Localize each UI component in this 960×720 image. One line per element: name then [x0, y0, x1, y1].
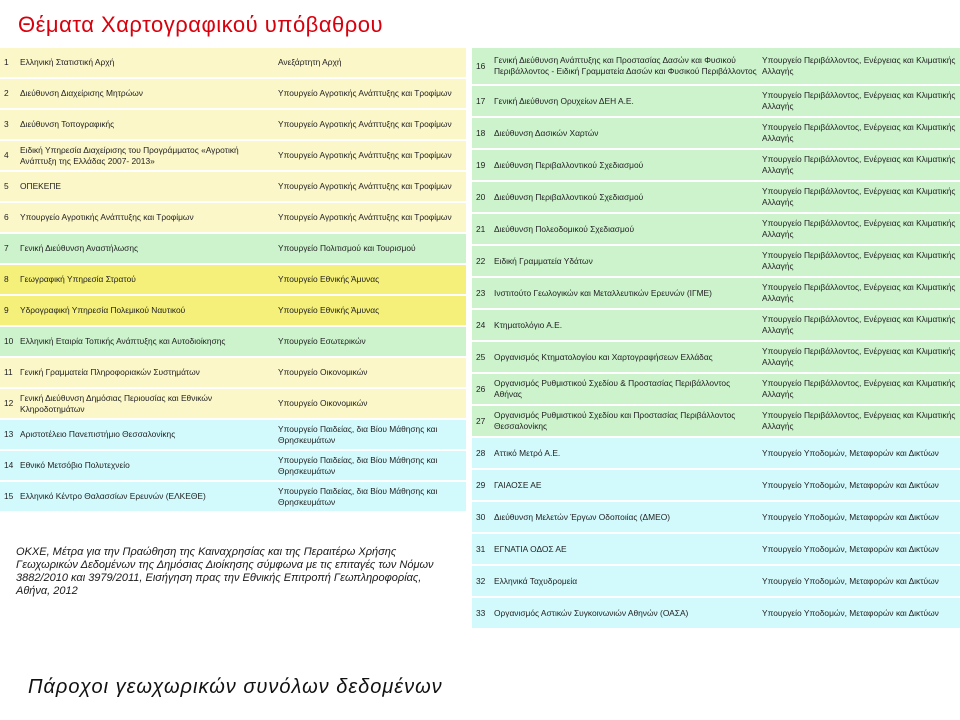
cell-ministry: Υπουργείο Υποδομών, Μεταφορών και Δικτύων: [760, 598, 960, 628]
cell-ministry: Υπουργείο Περιβάλλοντος, Ενέργειας και Κλιματικής Αλλαγής: [760, 214, 960, 244]
cell-num: 2: [0, 79, 18, 108]
cell-ministry: Υπουργείο Αγροτικής Ανάπτυξης και Τροφίμων: [276, 203, 466, 232]
cell-num: 12: [0, 389, 18, 418]
table-row: [0, 110, 466, 139]
cell-org: Ειδική Υπηρεσία Διαχείρισης του Προγράμματος «Αγροτική Ανάπτυξη της Ελλάδας 2007- 2013»: [18, 141, 276, 170]
cell-ministry: Υπουργείο Περιβάλλοντος, Ενέργειας και Κλιματικής Αλλαγής: [760, 48, 960, 84]
cell-org: Αττικό Μετρό Α.Ε.: [492, 438, 760, 468]
cell-ministry: Υπουργείο Παιδείας, δια Βίου Μάθησης και Θρησκευμάτων: [276, 451, 466, 480]
cell-org: ΟΠΕΚΕΠΕ: [18, 172, 276, 201]
table-row: [0, 482, 466, 511]
cell-ministry: Υπουργείο Περιβάλλοντος, Ενέργειας και Κλιματικής Αλλαγής: [760, 150, 960, 180]
providers-table-right: [472, 46, 960, 630]
cell-ministry: Υπουργείο Υποδομών, Μεταφορών και Δικτύων: [760, 566, 960, 596]
cell-num: 8: [0, 265, 18, 294]
cell-org: Εθνικό Μετσόβιο Πολυτεχνείο: [18, 451, 276, 480]
cell-ministry: Υπουργείο Περιβάλλοντος, Ενέργειας και Κλιματικής Αλλαγής: [760, 86, 960, 116]
cell-ministry: Υπουργείο Περιβάλλοντος, Ενέργειας και Κλιματικής Αλλαγής: [760, 246, 960, 276]
cell-num: 15: [0, 482, 18, 511]
table-row: [0, 389, 466, 418]
cell-org: ΓΑΙΑΟΣΕ ΑΕ: [492, 470, 760, 500]
cell-org: Ειδική Γραμματεία Υδάτων: [492, 246, 760, 276]
cell-num: 4: [0, 141, 18, 170]
table-row: [472, 470, 960, 500]
cell-num: 31: [472, 534, 492, 564]
cell-ministry: Υπουργείο Αγροτικής Ανάπτυξης και Τροφίμων: [276, 110, 466, 139]
table-row: [472, 438, 960, 468]
cell-org: Ελληνική Εταιρία Τοπικής Ανάπτυξης και Αυτοδιοίκησης: [18, 327, 276, 356]
cell-ministry: Υπουργείο Υποδομών, Μεταφορών και Δικτύων: [760, 502, 960, 532]
cell-org: ΕΓΝΑΤΙΑ ΟΔΟΣ ΑΕ: [492, 534, 760, 564]
cell-org: Αριστοτέλειο Πανεπιστήμιο Θεσσαλονίκης: [18, 420, 276, 449]
cell-org: Διεύθυνση Μελετών Έργων Οδοποιίας (ΔΜΕΟ): [492, 502, 760, 532]
cell-num: 25: [472, 342, 492, 372]
cell-num: 14: [0, 451, 18, 480]
cell-org: Διεύθυνση Διαχείρισης Μητρώων: [18, 79, 276, 108]
cell-org: Γενική Διεύθυνση Ανάπτυξης και Προστασίας Δασών και Φυσικού Περιβάλλοντος - Ειδική Γραμματεία Δασών και Φυσικού Περιβάλλοντος: [492, 48, 760, 84]
cell-ministry: Υπουργείο Περιβάλλοντος, Ενέργειας και Κλιματικής Αλλαγής: [760, 310, 960, 340]
table-row: [472, 150, 960, 180]
cell-org: Διεύθυνση Περιβαλλοντικού Σχεδιασμού: [492, 182, 760, 212]
cell-ministry: Υπουργείο Εθνικής Άμυνας: [276, 296, 466, 325]
cell-org: Γενική Γραμματεία Πληροφοριακών Συστημάτων: [18, 358, 276, 387]
table-row: [0, 48, 466, 77]
cell-num: 30: [472, 502, 492, 532]
cell-org: Γενική Διεύθυνση Ορυχείων ΔΕΗ Α.Ε.: [492, 86, 760, 116]
cell-num: 32: [472, 566, 492, 596]
cell-num: 28: [472, 438, 492, 468]
table-row: [472, 246, 960, 276]
cell-num: 21: [472, 214, 492, 244]
cell-num: 20: [472, 182, 492, 212]
cell-num: 10: [0, 327, 18, 356]
table-row: [472, 406, 960, 436]
cell-ministry: Υπουργείο Υποδομών, Μεταφορών και Δικτύων: [760, 438, 960, 468]
cell-ministry: Υπουργείο Υποδομών, Μεταφορών και Δικτύων: [760, 470, 960, 500]
cell-org: Οργανισμός Αστικών Συγκοινωνιών Αθηνών (ΟΑΣΑ): [492, 598, 760, 628]
table-row: [472, 374, 960, 404]
cell-num: 3: [0, 110, 18, 139]
cell-num: 27: [472, 406, 492, 436]
cell-num: 17: [472, 86, 492, 116]
cell-ministry: Υπουργείο Περιβάλλοντος, Ενέργειας και Κλιματικής Αλλαγής: [760, 406, 960, 436]
cell-ministry: Υπουργείο Περιβάλλοντος, Ενέργειας και Κλιματικής Αλλαγής: [760, 182, 960, 212]
table-row: [472, 534, 960, 564]
cell-num: 9: [0, 296, 18, 325]
cell-num: 11: [0, 358, 18, 387]
cell-num: 18: [472, 118, 492, 148]
table-row: [472, 182, 960, 212]
cell-ministry: Υπουργείο Παιδείας, δια Βίου Μάθησης και Θρησκευμάτων: [276, 482, 466, 511]
cell-org: Ελληνικά Ταχυδρομεία: [492, 566, 760, 596]
table-row: [472, 342, 960, 372]
table-row: [0, 265, 466, 294]
cell-num: 13: [0, 420, 18, 449]
cell-org: Οργανισμός Ρυθμιστικού Σχεδίου και Προστασίας Περιβάλλοντος Θεσσαλονίκης: [492, 406, 760, 436]
cell-ministry: Υπουργείο Αγροτικής Ανάπτυξης και Τροφίμων: [276, 172, 466, 201]
cell-ministry: Υπουργείο Εσωτερικών: [276, 327, 466, 356]
table-row: [472, 278, 960, 308]
table-row: [0, 141, 466, 170]
cell-num: 26: [472, 374, 492, 404]
table-row: [472, 86, 960, 116]
cell-num: 19: [472, 150, 492, 180]
cell-ministry: Υπουργείο Περιβάλλοντος, Ενέργειας και Κλιματικής Αλλαγής: [760, 278, 960, 308]
table-row: [0, 420, 466, 449]
table-row: [472, 310, 960, 340]
cell-ministry: Υπουργείο Οικονομικών: [276, 389, 466, 418]
table-row: [472, 566, 960, 596]
cell-org: Ελληνική Στατιστική Αρχή: [18, 48, 276, 77]
cell-org: Ινστιτούτο Γεωλογικών και Μεταλλευτικών Ερευνών (ΙΓΜΕ): [492, 278, 760, 308]
cell-ministry: Υπουργείο Αγροτικής Ανάπτυξης και Τροφίμων: [276, 141, 466, 170]
cell-ministry: Υπουργείο Περιβάλλοντος, Ενέργειας και Κλιματικής Αλλαγής: [760, 118, 960, 148]
table-row: [472, 598, 960, 628]
table-row: [0, 234, 466, 263]
page-title: Θέματα Χαρτογραφικού υπόβαθρου: [18, 12, 384, 37]
cell-num: 23: [472, 278, 492, 308]
cell-ministry: Υπουργείο Περιβάλλοντος, Ενέργειας και Κλιματικής Αλλαγής: [760, 342, 960, 372]
source-note: ΟΚΧΕ, Μέτρα για την Πραώθηση της Καιναχρησίας και της Περαιτέρω Χρήσης Γεωχωρικών Δεδομένων της Δημόσιας Διοίκησης σύμφωνα με τις επιταγές των Νόμων 3882/2010 και 3979/2011, Εισήγηση πρας την Εθνικής Επιτροπή Γεωπληροφορίας, Αθήνα, 2012: [16, 546, 434, 597]
cell-ministry: Υπουργείο Υποδομών, Μεταφορών και Δικτύων: [760, 534, 960, 564]
cell-ministry: Υπουργείο Οικονομικών: [276, 358, 466, 387]
table-row: [472, 502, 960, 532]
cell-ministry: Ανεξάρτητη Αρχή: [276, 48, 466, 77]
cell-org: Οργανισμός Κτηματολογίου και Χαρτογραφήσεων Ελλάδας: [492, 342, 760, 372]
cell-org: Κτηματολόγιο Α.Ε.: [492, 310, 760, 340]
cell-num: 29: [472, 470, 492, 500]
table-row: [0, 203, 466, 232]
cell-ministry: Υπουργείο Εθνικής Άμυνας: [276, 265, 466, 294]
cell-org: Διεύθυνση Δασικών Χαρτών: [492, 118, 760, 148]
cell-num: 33: [472, 598, 492, 628]
table-row: [0, 451, 466, 480]
cell-num: 5: [0, 172, 18, 201]
cell-org: Υπουργείο Αγροτικής Ανάπτυξης και Τροφίμων: [18, 203, 276, 232]
cell-org: Διεύθυνση Πολεοδομικού Σχεδιασμού: [492, 214, 760, 244]
cell-num: 16: [472, 48, 492, 84]
cell-org: Γενική Διεύθυνση Αναστήλωσης: [18, 234, 276, 263]
providers-table-left: [0, 46, 466, 513]
table-row: [0, 172, 466, 201]
cell-ministry: Υπουργείο Παιδείας, δια Βίου Μάθησης και Θρησκευμάτων: [276, 420, 466, 449]
table-row: [472, 48, 960, 84]
cell-org: Γεωγραφική Υπηρεσία Στρατού: [18, 265, 276, 294]
table-row: [472, 214, 960, 244]
cell-num: 1: [0, 48, 18, 77]
cell-ministry: Υπουργείο Πολιτισμού και Τουρισμού: [276, 234, 466, 263]
cell-ministry: Υπουργείο Αγροτικής Ανάπτυξης και Τροφίμων: [276, 79, 466, 108]
cell-ministry: Υπουργείο Περιβάλλοντος, Ενέργειας και Κλιματικής Αλλαγής: [760, 374, 960, 404]
cell-org: Οργανισμός Ρυθμιστικού Σχεδίου & Προστασίας Περιβάλλοντος Αθήνας: [492, 374, 760, 404]
table-row: [0, 296, 466, 325]
cell-org: Γενική Διεύθυνση Δημόσιας Περιουσίας και Εθνικών Κληροδοτημάτων: [18, 389, 276, 418]
cell-org: Διεύθυνση Περιβαλλοντικού Σχεδιασμού: [492, 150, 760, 180]
cell-org: Διεύθυνση Τοπογραφικής: [18, 110, 276, 139]
cell-org: Ελληνικό Κέντρο Θαλασσίων Ερευνών (ΕΛΚΕΘΕ): [18, 482, 276, 511]
table-row: [0, 327, 466, 356]
cell-num: 6: [0, 203, 18, 232]
cell-num: 7: [0, 234, 18, 263]
slide-caption: Πάροχοι γεωχωρικών συνόλων δεδομένων: [28, 676, 443, 698]
cell-num: 24: [472, 310, 492, 340]
table-row: [472, 118, 960, 148]
cell-org: Υδρογραφική Υπηρεσία Πολεμικού Ναυτικού: [18, 296, 276, 325]
cell-num: 22: [472, 246, 492, 276]
table-row: [0, 358, 466, 387]
table-row: [0, 79, 466, 108]
